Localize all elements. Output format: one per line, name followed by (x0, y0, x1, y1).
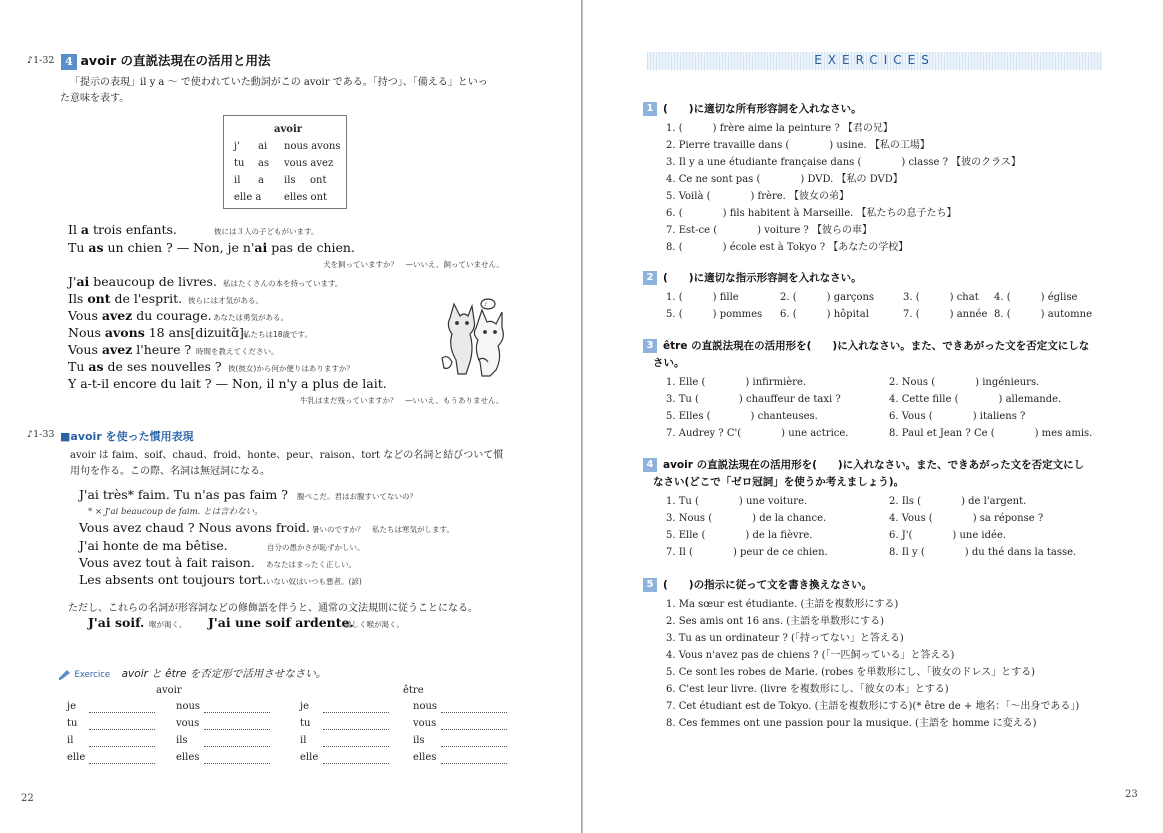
example-sentence: Vous avez l'heure ? (68, 342, 192, 357)
page-number: 22 (21, 793, 34, 804)
idiom-text-2: 用句を作る。この際、名詞は無冠詞になる。 (70, 466, 270, 477)
exercise-item: 6. ( ) hôpital (780, 309, 869, 320)
example-translation: あなたは勇気がある。 (213, 313, 288, 322)
question-3-header (643, 338, 1089, 353)
pronoun-label: vous (413, 718, 437, 729)
answer-blank (323, 754, 389, 767)
example-sentence: J'ai beaucoup de livres. (68, 274, 217, 289)
fox-illustration (440, 298, 510, 380)
exercise-item: 1. ( ) fille (666, 292, 739, 303)
question-2-header (643, 270, 862, 285)
idiom-translation: いない奴はいつも悪者。(諺) (266, 577, 362, 586)
exercise-item: 1. Elle ( ) infirmière. (666, 377, 807, 388)
exercise-item: 7. Cet étudiant est de Tokyo. (主語を複数形にする)(* être de + 地名：「〜出身である」) (666, 701, 1080, 712)
section-number: 4 (61, 54, 77, 70)
exercise-item: 2. Pierre travaille dans ( ) usine. 【私の工場】 (666, 140, 930, 151)
answer-blank (89, 720, 155, 733)
pronoun-label: vous (176, 718, 200, 729)
exercise-item: 3. Tu as un ordinateur ? (「持ってない」と答える) (666, 633, 904, 644)
idiom-example: Vous avez chaud ? Nous avons froid. (79, 520, 310, 535)
exercise-item: 8. Ces femmes ont une passion pour la musique. (主語を homme に変える) (666, 718, 1037, 729)
exercise-header (58, 666, 326, 681)
pronoun-label: tu (67, 718, 78, 729)
page-number: 23 (1125, 789, 1138, 800)
example-sentence: Nous avons 18 ans[dizuitɑ̃]. (68, 325, 248, 340)
question-number: 1 (643, 102, 657, 116)
idiom-example: J'ai honte de ma bêtise. (79, 538, 228, 553)
answer-blank (204, 754, 270, 767)
exercise-item: 2. Ils ( ) de l'argent. (889, 496, 1027, 507)
exercices-banner (647, 52, 1102, 70)
svg-text:♪: ♪ (484, 302, 488, 308)
answer-blank (323, 720, 389, 733)
section-title: avoir の直説法現在の活用と用法 (80, 53, 271, 68)
conj-cell: elles ont (284, 192, 328, 203)
answer-blank (441, 754, 507, 767)
answer-blank (323, 703, 389, 716)
example-translation: 彼(彼女)から何か便りはありますか？ (228, 364, 354, 373)
exercise-item: 7. Il ( ) peur de ce chien. (666, 547, 828, 558)
column-header-avoir: avoir (156, 685, 182, 696)
left-page (0, 0, 581, 833)
caveat-text: ただし、これらの名詞が形容詞などの修飾語を伴うと、通常の文法規則に従うことになる。 (68, 603, 478, 614)
conj-cell: tu (234, 158, 245, 169)
soif-example-2: J'ai une soif ardente. (208, 615, 354, 630)
soif-translation-2: 激しく喉が渇く。 (344, 620, 404, 629)
exercise-item: 5. ( ) pommes (666, 309, 763, 320)
example-translation: 牛乳はまだ残っていますか？ —いいえ、もうありません。 (300, 396, 504, 405)
exercise-item: 7. Est-ce ( ) voiture ? 【彼らの車】 (666, 225, 872, 236)
pronoun-label: ils (413, 735, 425, 746)
audio-track-label: ♪1-33 (27, 429, 55, 440)
column-header-etre: être (403, 685, 424, 696)
pronoun-label: nous (176, 701, 201, 712)
exercise-item: 6. Vous ( ) italiens ? (889, 411, 1026, 422)
exercise-item: 8. ( ) automne (994, 309, 1092, 320)
pronoun-label: je (67, 701, 77, 712)
exercise-item: 2. ( ) garçons (780, 292, 875, 303)
exercise-item: 1. Tu ( ) une voiture. (666, 496, 808, 507)
question-title-cont: なさい(どこで「ゼロ冠詞」を使うか考えましょう)。 (653, 476, 905, 488)
question-number: 3 (643, 339, 657, 353)
example-sentence: Il a trois enfants. (68, 222, 177, 237)
answer-blank (204, 720, 270, 733)
exercise-item: 3. Nous ( ) de la chance. (666, 513, 827, 524)
pronoun-label: je (300, 701, 310, 712)
idiom-text-1: avoir は faim、soif、chaud、froid、honte、peur、raison、tort などの名詞と結びついて慣 (70, 450, 504, 461)
pronoun-label: elles (413, 752, 437, 763)
exercices-title: EXERCICES (814, 53, 935, 67)
exercise-item: 6. ( ) fils habitent à Marseille. 【私たちの息子たち】 (666, 208, 957, 219)
example-sentence: Tu as de ses nouvelles ? (68, 359, 222, 374)
question-title: ( )に適切な所有形容詞を入れなさい。 (663, 103, 862, 115)
exercise-item: 3. Tu ( ) chauffeur de taxi ? (666, 394, 841, 405)
exercise-item: 4. Ce ne sont pas ( ) DVD. 【私の DVD】 (666, 174, 903, 185)
answer-blank (89, 737, 155, 750)
intro-text-2: た意味を表す。 (60, 93, 130, 104)
exercise-item: 5. Elles ( ) chanteuses. (666, 411, 818, 422)
conj-cell: il (234, 175, 241, 186)
conj-cell: ont (310, 175, 327, 186)
answer-blank (89, 754, 155, 767)
right-page (583, 0, 1163, 833)
exercise-item: 4. ( ) église (994, 292, 1078, 303)
answer-blank (441, 737, 507, 750)
exercise-item: 5. Elle ( ) de la fièvre. (666, 530, 813, 541)
example-translation: 私たちは18歳です。 (243, 330, 312, 339)
exercise-item: 2. Ses amis ont 16 ans. (主語を単数形にする) (666, 616, 885, 627)
conj-cell: as (258, 158, 270, 169)
audio-track-label: ♪1-32 (27, 55, 55, 66)
idiom-example: J'ai très* faim. Tu n'as pas faim ? (79, 487, 288, 502)
idiom-example: Vous avez tout à fait raison. (79, 555, 255, 570)
answer-blank (204, 737, 270, 750)
idiom-translation: 暑いのですか？ 私たちは寒気がします。 (312, 525, 454, 534)
exercise-instruction: avoir と être を否定形で活用させなさい。 (121, 668, 327, 680)
subsection-title: ■avoir を使った慣用表現 (60, 430, 194, 443)
example-translation: 時間を教えてください。 (196, 347, 279, 356)
exercise-item: 4. Vous n'avez pas de chiens ? (「一匹飼っている」と答える) (666, 650, 955, 661)
conjugation-title: avoir (274, 124, 303, 135)
intro-text-1: 「提示の表現」il y a 〜 で使われていた動詞がこの avoir である。「持つ」、「備える」といっ (70, 77, 488, 88)
conj-cell: ai (258, 141, 268, 152)
pronoun-label: il (300, 735, 307, 746)
example-translation: 彼には３人の子どもがいます。 (214, 227, 319, 236)
soif-example-1: J'ai soif. (88, 615, 145, 630)
pronoun-label: tu (300, 718, 311, 729)
conj-cell: nous avons (284, 141, 341, 152)
soif-translation-1: 喉が渇く。 (149, 620, 187, 629)
question-title: ( )の指示に従って文を書き換えなさい。 (663, 579, 873, 591)
example-translation: 私はたくさんの本を持っています。 (223, 279, 343, 288)
pronoun-label: nous (413, 701, 438, 712)
example-translation: 彼らには才気がある。 (188, 296, 263, 305)
pencil-icon (58, 669, 71, 680)
question-number: 2 (643, 271, 657, 285)
question-title: être の直説法現在の活用形を( )に入れなさい。また、できあがった文を否定文にしな (663, 340, 1090, 352)
idiom-translation: 腹ぺこだ。君はお腹すいてないの？ (297, 492, 417, 501)
conjugation-table (223, 115, 347, 209)
exercise-item: 2. Nous ( ) ingénieurs. (889, 377, 1040, 388)
question-number: 5 (643, 578, 657, 592)
pronoun-label: il (67, 735, 74, 746)
exercise-item: 5. Ce sont les robes de Marie. (robes を単数形にし、「彼女のドレス」とする) (666, 667, 1036, 678)
question-title: ( )に適切な指示形容詞を入れなさい。 (663, 272, 862, 284)
question-number: 4 (643, 458, 657, 472)
example-sentence: Ils ont de l'esprit. (68, 291, 183, 306)
idiom-example: Les absents ont toujours tort. (79, 572, 267, 587)
answer-blank (323, 737, 389, 750)
question-5-header (643, 577, 872, 592)
pronoun-label: elle (300, 752, 319, 763)
question-4-header (643, 457, 1084, 472)
exercise-item: 8. ( ) école est à Tokyo ? 【あなたの学校】 (666, 242, 909, 253)
exercise-item: 1. Ma sœur est étudiante. (主語を複数形にする) (666, 599, 899, 610)
conj-cell: elle a (234, 192, 262, 203)
section-header (61, 51, 270, 70)
answer-blank (441, 720, 507, 733)
answer-blank (204, 703, 270, 716)
answer-blank (89, 703, 155, 716)
exercise-item: 3. Il y a une étudiante française dans ( ) classe ? 【彼のクラス】 (666, 157, 1021, 168)
pronoun-label: elles (176, 752, 200, 763)
pronoun-label: ils (176, 735, 188, 746)
exercise-item: 7. ( ) année (903, 309, 988, 320)
example-translation: 犬を飼っていますか？ —いいえ、飼っていません。 (323, 260, 504, 269)
pronoun-label: elle (67, 752, 86, 763)
conj-cell: vous avez (284, 158, 334, 169)
exercise-item: 8. Il y ( ) du thé dans la tasse. (889, 547, 1077, 558)
exercise-item: 1. ( ) frère aime la peinture ? 【君の兄】 (666, 123, 893, 134)
exercise-item: 5. Voilà ( ) frère. 【彼女の弟】 (666, 191, 850, 202)
idiom-translation: あなたはまったく正しい。 (266, 560, 356, 569)
example-sentence: Y a-t-il encore du lait ? — Non, il n'y a plus de lait. (68, 376, 387, 391)
exercise-item: 4. Vous ( ) sa réponse ? (889, 513, 1044, 524)
conj-cell: j' (234, 141, 240, 152)
exercise-item: 3. ( ) chat (903, 292, 979, 303)
exercise-item: 7. Audrey ? C'( ) une actrice. (666, 428, 849, 439)
question-title-cont: さい。 (653, 357, 685, 369)
exercise-item: 6. J'( ) une idée. (889, 530, 1007, 541)
grammar-note: * × J'ai beaucoup de faim. とは言わない。 (88, 507, 263, 517)
answer-blank (441, 703, 507, 716)
example-sentence: Tu as un chien ? — Non, je n'ai pas de chien. (68, 240, 355, 255)
exercise-label: Exercice (74, 670, 111, 680)
idiom-translation: 自分の愚かさが恥ずかしい。 (267, 543, 365, 552)
conj-cell: a (258, 175, 264, 186)
example-sentence: Vous avez du courage. (68, 308, 212, 323)
exercise-item: 8. Paul et Jean ? Ce ( ) mes amis. (889, 428, 1093, 439)
exercise-item: 6. C'est leur livre. (livre を複数形にし、「彼女の本」とする) (666, 684, 949, 695)
conj-cell: ils (284, 175, 296, 186)
exercise-item: 4. Cette fille ( ) allemande. (889, 394, 1062, 405)
question-title: avoir の直説法現在の活用形を( )に入れなさい。また、できあがった文を否定文にし (663, 459, 1085, 471)
question-1-header (643, 101, 862, 116)
